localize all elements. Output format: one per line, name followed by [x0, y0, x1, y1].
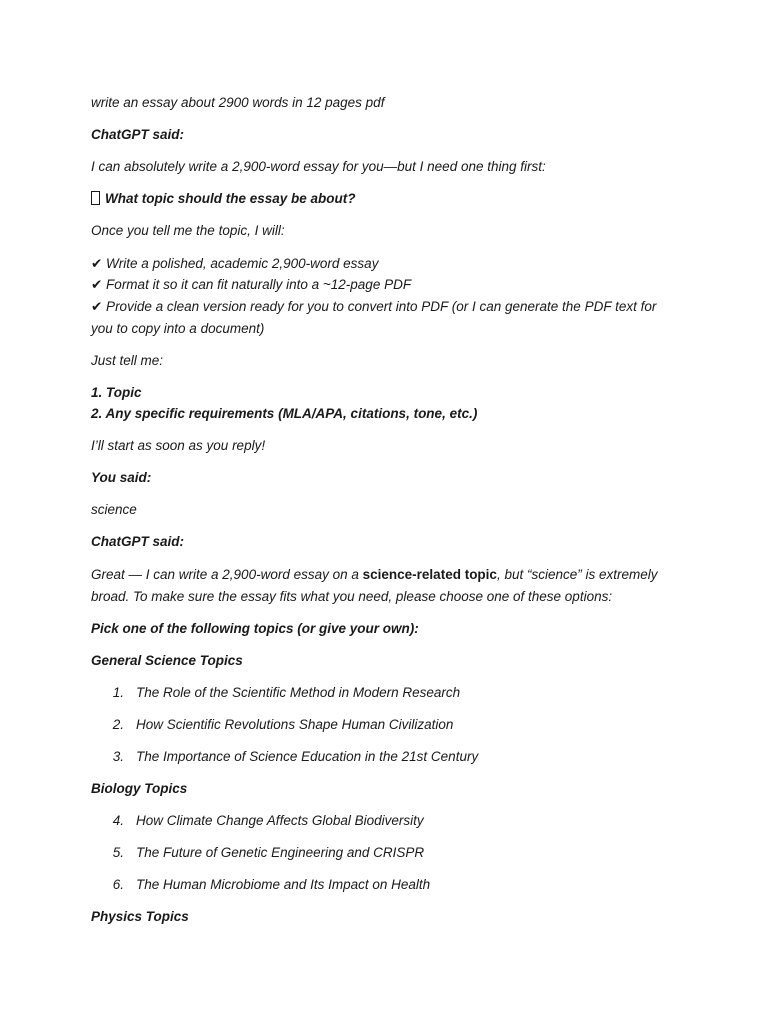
you-said-label: You said: [91, 470, 152, 485]
list-item-text: How Scientific Revolutions Shape Human Civilization [136, 717, 454, 732]
list-item-number: 4. [112, 813, 124, 828]
list-item-text: The Importance of Science Education in the 21st Century [136, 749, 479, 764]
list-item-number: 5. [112, 845, 124, 860]
pick-heading: Pick one of the following topics (or give your own): [91, 621, 419, 636]
requirement-1: 1. Topic [91, 385, 142, 400]
great-text-post: , but “science” is extremely broad. To make sure the essay fits what you need, please choose one of these options: [91, 567, 658, 604]
list-item-number: 6. [112, 877, 124, 892]
list-item-text: How Climate Change Affects Global Biodiversity [136, 813, 424, 828]
user-reply: science [91, 502, 137, 517]
check-item-3: ✔ Provide a clean version ready for you to convert into PDF (or I can generate the PDF text for you to copy into a document) [91, 299, 657, 336]
topic-question [91, 188, 681, 210]
list-item-text: The Role of the Scientific Method in Modern Research [136, 685, 461, 700]
chatgpt-said-label: ChatGPT said: [91, 127, 185, 142]
great-text-pre: Great — I can write a 2,900-word essay on a [91, 567, 363, 582]
start-soon-text: I’ll start as soon as you reply! [91, 438, 266, 453]
biology-heading: Biology Topics [91, 781, 188, 796]
general-science-heading: General Science Topics [91, 653, 243, 668]
great-paragraph [91, 564, 671, 607]
just-tell-text: Just tell me: [91, 353, 164, 368]
list-item-number: 2. [112, 717, 124, 732]
list-item-text: The Future of Genetic Engineering and CRISPR [136, 845, 425, 860]
requirement-2: 2. Any specific requirements (MLA/APA, citations, tone, etc.) [91, 406, 478, 421]
list-item-text: The Human Microbiome and Its Impact on Health [136, 877, 431, 892]
check-item-1: ✔ Write a polished, academic 2,900-word essay [91, 256, 379, 271]
great-text-bold: science-related topic [362, 567, 497, 582]
topic-question-text: What topic should the essay be about? [105, 191, 356, 206]
missing-glyph-icon [91, 191, 100, 205]
once-tell-text: Once you tell me the topic, I will: [91, 223, 285, 238]
list-item-number: 3. [112, 749, 124, 764]
list-item-number: 1. [112, 685, 124, 700]
physics-heading: Physics Topics [91, 909, 189, 924]
check-item-2: ✔ Format it so it can fit naturally into a ~12-page PDF [91, 277, 412, 292]
reply-intro: I can absolutely write a 2,900-word essay for you—but I need one thing first: [91, 159, 546, 174]
chatgpt-said-label-2: ChatGPT said: [91, 534, 185, 549]
user-prompt: write an essay about 2900 words in 12 pages pdf [91, 95, 385, 110]
